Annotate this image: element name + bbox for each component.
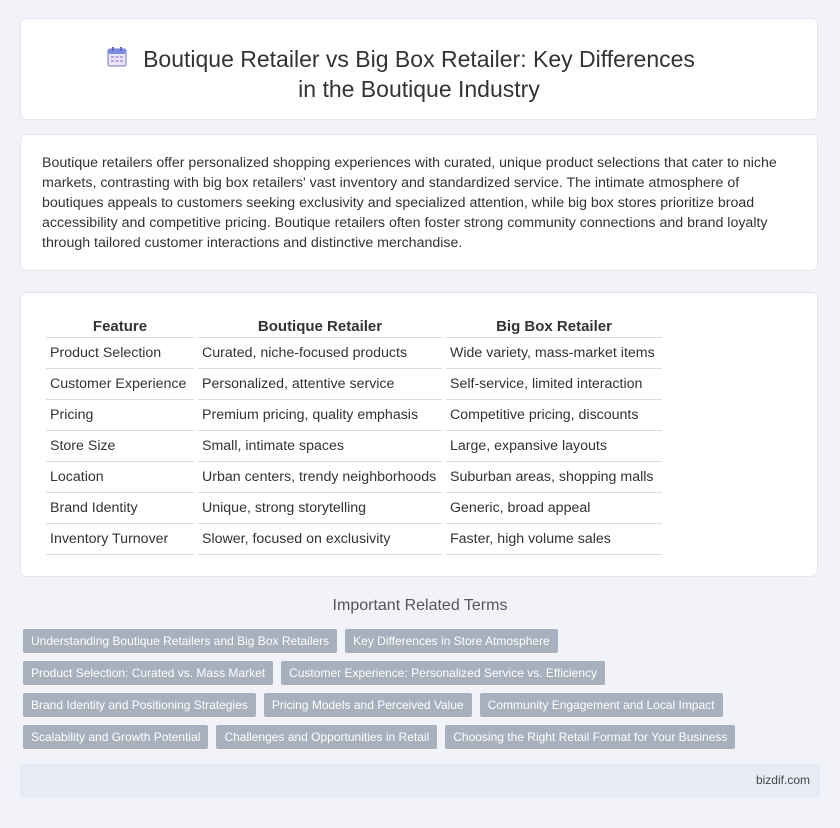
table-row: [46, 431, 662, 462]
related-term-tag[interactable]: Choosing the Right Retail Format for Your Business: [445, 725, 735, 749]
cell-big-box: Competitive pricing, discounts: [446, 400, 662, 431]
footer-site-link[interactable]: bizdif.com: [755, 773, 810, 787]
cell-big-box: Large, expansive layouts: [446, 431, 662, 462]
cell-feature: Location: [46, 462, 194, 493]
related-terms-list: [23, 629, 813, 749]
cell-big-box: Wide variety, mass-market items: [446, 338, 662, 369]
related-term-tag[interactable]: Brand Identity and Positioning Strategies: [23, 693, 256, 717]
comparison-table-card: [20, 292, 818, 577]
related-term-tag[interactable]: Pricing Models and Perceived Value: [264, 693, 472, 717]
table-row: [46, 400, 662, 431]
page-title: Boutique Retailer vs Big Box Retailer: Key Differences in the Boutique Industry: [143, 46, 695, 102]
cell-feature: Customer Experience: [46, 369, 194, 400]
cell-big-box: Suburban areas, shopping malls: [446, 462, 662, 493]
related-term-tag[interactable]: Challenges and Opportunities in Retail: [216, 725, 437, 749]
cell-boutique: Slower, focused on exclusivity: [198, 524, 442, 555]
table-row: [46, 462, 662, 493]
cell-feature: Pricing: [46, 400, 194, 431]
cell-big-box: Faster, high volume sales: [446, 524, 662, 555]
related-term-tag[interactable]: Key Differences in Store Atmosphere: [345, 629, 558, 653]
cell-boutique: Premium pricing, quality emphasis: [198, 400, 442, 431]
cell-big-box: Generic, broad appeal: [446, 493, 662, 524]
table-row: [46, 493, 662, 524]
related-term-tag[interactable]: Community Engagement and Local Impact: [480, 693, 723, 717]
header-card: [20, 18, 818, 120]
cell-feature: Brand Identity: [46, 493, 194, 524]
header-boutique: Boutique Retailer: [198, 315, 442, 338]
cell-boutique: Small, intimate spaces: [198, 431, 442, 462]
cell-feature: Store Size: [46, 431, 194, 462]
cell-big-box: Self-service, limited interaction: [446, 369, 662, 400]
table-row: [46, 524, 662, 555]
cell-boutique: Curated, niche-focused products: [198, 338, 442, 369]
related-terms-heading: Important Related Terms: [332, 597, 508, 614]
related-term-tag[interactable]: Customer Experience: Personalized Service vs. Efficiency: [281, 661, 605, 685]
cell-boutique: Urban centers, trendy neighborhoods: [198, 462, 442, 493]
cell-boutique: Personalized, attentive service: [198, 369, 442, 400]
cell-boutique: Unique, strong storytelling: [198, 493, 442, 524]
related-term-tag[interactable]: Understanding Boutique Retailers and Big Box Retailers: [23, 629, 337, 653]
cell-feature: Inventory Turnover: [46, 524, 194, 555]
comparison-table: [42, 315, 666, 555]
header-big-box: Big Box Retailer: [446, 315, 662, 338]
intro-card: [20, 134, 818, 271]
table-row: [46, 369, 662, 400]
table-header-row: [46, 315, 662, 338]
related-term-tag[interactable]: Product Selection: Curated vs. Mass Market: [23, 661, 273, 685]
header-feature: Feature: [46, 315, 194, 338]
table-row: [46, 338, 662, 369]
intro-paragraph: Boutique retailers offer personalized shopping experiences with curated, unique product selections that cater to niche markets, contrasting with big box retailers' vast inventory and standardized service. The intimate atmosphere of boutiques appeals to customers seeking exclusivity and specialized attention, while big box stores prioritize broad accessibility and competitive pricing. Boutique retailers often foster strong community connections and brand loyalty through tailored customer interactions and distinctive merchandise.: [42, 155, 777, 251]
footer: [20, 764, 820, 798]
cell-feature: Product Selection: [46, 338, 194, 369]
related-term-tag[interactable]: Scalability and Growth Potential: [23, 725, 208, 749]
